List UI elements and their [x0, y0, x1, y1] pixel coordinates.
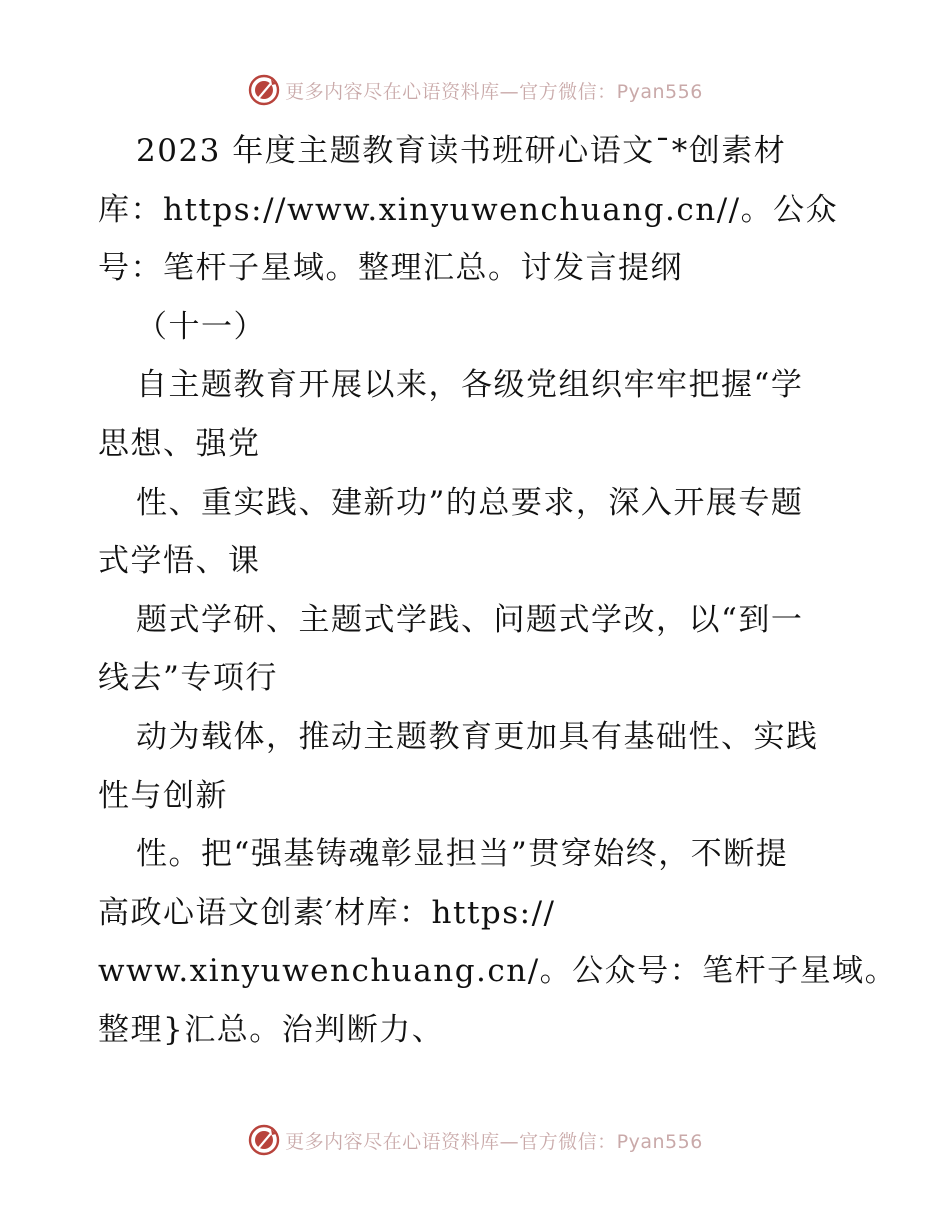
text-line: 题式学研、主题式学践、问题式学改，以“到一: [136, 601, 804, 638]
text-line: 式学悟、课: [98, 543, 261, 580]
section-heading: （十一）: [136, 308, 266, 345]
text-line: 思想、强党: [98, 425, 261, 462]
text-line: 号：笔杆子星域。整理汇总。讨发言提纲: [98, 250, 683, 287]
pen-seal-icon: [247, 1123, 281, 1157]
header-watermark-text: 更多内容尽在心语资料库—官方微信：Pyan556: [285, 80, 703, 103]
text-line: 整理}汇总。治判断力、: [98, 1011, 445, 1048]
text-line: 性与创新: [98, 777, 228, 814]
text-line: www.xinyuwenchuang.cn/。公众号：笔杆子星域。: [98, 953, 898, 990]
footer-watermark-banner: [0, 1120, 950, 1160]
text-line: 2023 年度主题教育读书班研心语文¯*创素材: [136, 133, 787, 169]
header-watermark-banner: [0, 70, 950, 110]
text-line: 线去”专项行: [98, 660, 278, 697]
text-line: 高政心语文创素′材库：https://: [98, 894, 556, 931]
pen-seal-icon: [247, 73, 281, 107]
document-body: [98, 122, 898, 1060]
text-line: 自主题教育开展以来，各级党组织牢牢把握“学: [136, 367, 804, 404]
text-line: 性。把“强基铸魂彰显担当”贯穿始终，不断提: [136, 836, 789, 873]
text-line: 库：https://www.xinyuwenchuang.cn//。公众: [98, 191, 839, 228]
text-line: 动为载体，推动主题教育更加具有基础性、实践: [136, 718, 819, 755]
text-line: 性、重实践、建新功”的总要求，深入开展专题: [136, 484, 804, 521]
footer-watermark-text: 更多内容尽在心语资料库—官方微信：Pyan556: [285, 1130, 703, 1153]
